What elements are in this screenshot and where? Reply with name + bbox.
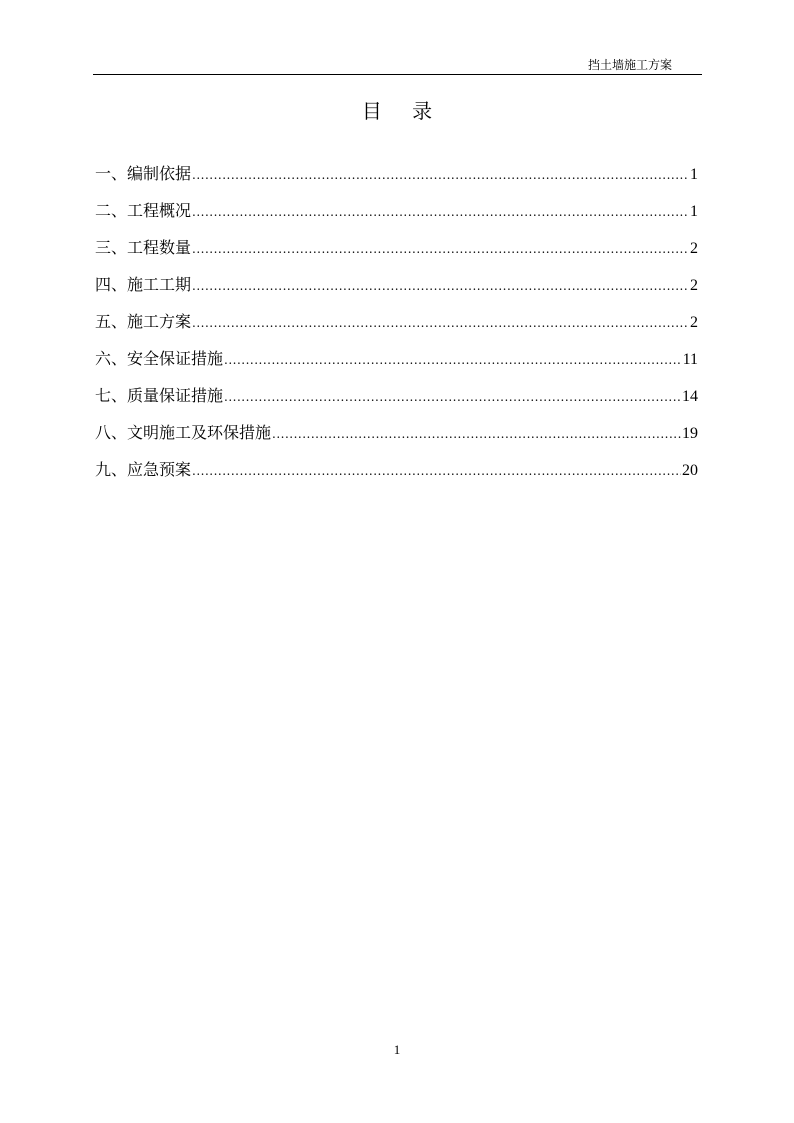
- toc-entry[interactable]: [95, 311, 698, 348]
- dot-leader: [224, 349, 682, 371]
- toc-entry[interactable]: [95, 348, 698, 385]
- toc-entry[interactable]: [95, 200, 698, 237]
- toc-entry-page: 2: [690, 277, 698, 294]
- toc-entry-label: 六、安全保证措施: [95, 349, 224, 368]
- header-title: 挡土墙施工方案: [587, 58, 672, 72]
- toc-entry-label: 二、工程概况: [95, 201, 192, 220]
- dot-leader: [224, 386, 681, 408]
- dot-leader: [192, 460, 681, 482]
- toc-entry[interactable]: [95, 385, 698, 422]
- toc-entry-page: 11: [682, 351, 698, 368]
- toc-entry-page: 1: [690, 166, 698, 183]
- toc-entry-page: 1: [690, 203, 698, 220]
- dot-leader: [272, 423, 681, 445]
- dot-leader: [192, 312, 689, 334]
- toc-entry-page: 2: [690, 314, 698, 331]
- toc-entry-label: 三、工程数量: [95, 238, 192, 257]
- toc-entry-page: 2: [690, 240, 698, 257]
- toc-entry-page: 20: [682, 462, 698, 479]
- dot-leader: [192, 164, 689, 186]
- dot-leader: [192, 275, 689, 297]
- toc-entry[interactable]: [95, 459, 698, 496]
- page-header: [93, 52, 702, 75]
- toc-entry-page: 14: [682, 388, 698, 405]
- toc-title: 目 录: [361, 99, 445, 123]
- toc-entry-label: 九、应急预案: [95, 460, 192, 479]
- dot-leader: [192, 201, 689, 223]
- toc-entry[interactable]: [95, 237, 698, 274]
- toc-entry-page: 19: [682, 425, 698, 442]
- toc-list: [95, 163, 698, 496]
- toc-entry-label: 八、文明施工及环保措施: [95, 423, 272, 442]
- toc-entry-label: 五、施工方案: [95, 312, 192, 331]
- dot-leader: [192, 238, 689, 260]
- toc-entry[interactable]: [95, 274, 698, 311]
- page-number: 1: [393, 1042, 401, 1057]
- toc-entry[interactable]: [95, 163, 698, 200]
- toc-entry-label: 一、编制依据: [95, 164, 192, 183]
- toc-entry[interactable]: [95, 422, 698, 459]
- toc-entry-label: 七、质量保证措施: [95, 386, 224, 405]
- toc-entry-label: 四、施工工期: [95, 275, 192, 294]
